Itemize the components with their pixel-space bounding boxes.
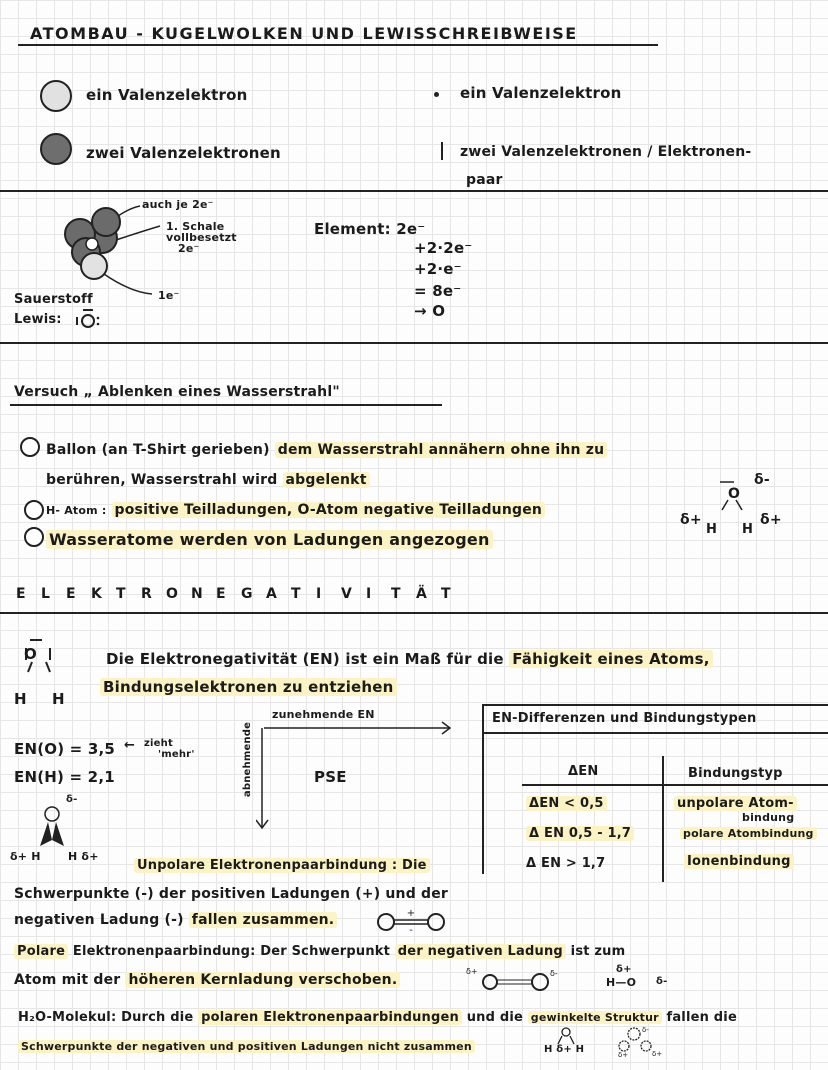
- experiment-heading: Versuch „ Ablenken eines Wasserstrahl": [14, 384, 340, 400]
- polar-bond-icon: [466, 964, 576, 994]
- single-dot-icon: [434, 92, 439, 97]
- col-header-bond: Bindungstyp: [688, 766, 783, 781]
- heading-letter: E: [66, 586, 76, 602]
- svg-text:δ+: δ+: [618, 1051, 629, 1058]
- polar-hf: H—O: [606, 976, 637, 989]
- zieht-label: zieht: [144, 738, 173, 749]
- svg-text:δ+: δ+: [466, 967, 478, 976]
- heading-letter: T: [291, 586, 301, 602]
- oxygen-shell-line2: vollbesetzt: [166, 231, 237, 244]
- bullet-circle-icon: [24, 500, 44, 520]
- pse-arrows: [256, 716, 456, 836]
- svg-text:-: -: [409, 925, 413, 934]
- polar-delta-plus: δ+: [616, 964, 632, 975]
- experiment-b1-line1: Ballon (an T-Shirt gerieben) dem Wasserstrahl annähern ohne ihn zu: [46, 442, 607, 458]
- unpolar-line2: Schwerpunkte (-) der positiven Ladungen (+) und der: [14, 886, 449, 902]
- en-section-heading: [16, 586, 466, 602]
- electron-pair-bar-icon: [441, 142, 443, 160]
- water-explanation-line2: Schwerpunkte der negativen und positiven Ladungen nicht zusammen: [18, 1040, 475, 1053]
- two-electron-sphere-icon: [40, 133, 72, 165]
- en-row-2-type: polare Atombindung: [680, 827, 817, 840]
- heading-letter: N: [191, 586, 203, 602]
- delta-minus-water: δ-: [66, 794, 78, 805]
- mol-delta-plus-right: δ+: [760, 512, 782, 528]
- oxygen-name: Sauerstoff: [14, 292, 93, 307]
- heading-letter: I: [316, 586, 322, 602]
- en-table-title: EN-Differenzen und Bindungstypen: [492, 711, 757, 726]
- oxygen-shell-line3: 2e⁻: [178, 242, 200, 255]
- delta-plus-left: δ+ H: [10, 850, 41, 863]
- en-oxygen: EN(O) = 3,5: [14, 740, 116, 758]
- calc-line2: +2·e⁻: [414, 260, 462, 278]
- oxygen-note-top: auch je 2e⁻: [142, 198, 214, 211]
- en-row-2-range: Δ EN 0,5 - 1,7: [526, 826, 634, 841]
- unpolar-line3: negativen Ladung (-) fallen zusammen.: [14, 912, 337, 928]
- heading-letter: Ä: [416, 586, 428, 602]
- heading-letter: O: [166, 586, 179, 602]
- calc-line1: +2·2e⁻: [414, 239, 473, 257]
- legend-bar-two-line1: zwei Valenzelektronen / Elektronen-: [460, 144, 752, 160]
- oxygen-one-electron: 1e⁻: [158, 289, 180, 302]
- section-divider: [0, 612, 828, 614]
- unpolar-line1: Unpolare Elektronenpaarbindung : Die: [134, 858, 430, 873]
- experiment-b3: Wasseratome werden von Ladungen angezogen: [46, 530, 493, 549]
- en-definition-line1: Die Elektronegativität (EN) ist ein Maß für die Fähigkeit eines Atoms,: [106, 650, 713, 668]
- tiny-water-icon: [552, 1024, 582, 1046]
- mol-delta-minus: δ-: [754, 472, 770, 488]
- calc-line4: → O: [414, 302, 446, 320]
- legend-two-electrons: zwei Valenzelektronen: [86, 144, 281, 162]
- mehr-label: 'mehr': [158, 749, 195, 760]
- en-row-1-type-b: bindung: [742, 811, 795, 824]
- bullet-circle-icon: [20, 437, 40, 457]
- en-row-1-range: ΔEN < 0,5: [526, 796, 607, 811]
- element-electrons: Element: 2e⁻: [314, 220, 426, 238]
- page-title: ATOMBAU - KUGELWOLKEN UND LEWISSCHREIBWEISE: [30, 24, 578, 43]
- en-row-3-type: Ionenbindung: [684, 854, 794, 869]
- decreasing-label: abnehmende: [242, 721, 254, 798]
- oxygen-lewis-symbol-icon: [74, 306, 102, 332]
- polar-line2: Atom mit der höheren Kernladung verschoben.: [14, 972, 400, 988]
- section-divider: [0, 342, 828, 344]
- mol-h2: H: [742, 522, 754, 537]
- arrow-left-icon: ←: [124, 738, 136, 753]
- delta-plus-right: H δ+: [68, 850, 99, 863]
- calc-line3: = 8e⁻: [414, 282, 462, 300]
- water-h2: H: [52, 690, 65, 708]
- experiment-underline: [10, 404, 442, 406]
- legend-one-electron: ein Valenzelektron: [86, 86, 248, 104]
- mol-delta-plus-left: δ+: [680, 512, 702, 528]
- polar-delta-minus: δ-: [656, 976, 668, 987]
- svg-text:δ-: δ-: [550, 969, 558, 978]
- en-hydrogen: EN(H) = 2,1: [14, 768, 115, 786]
- heading-letter: I: [366, 586, 372, 602]
- water-charge-diagram: [30, 794, 90, 850]
- increasing-en-label: zunehmende EN: [272, 708, 375, 721]
- mol-oxygen: O: [728, 486, 741, 502]
- en-definition-line2: Bindungselektronen zu entziehen: [100, 678, 397, 696]
- unpolar-bond-icon: [374, 906, 448, 934]
- polar-line1: Polare Elektronenpaarbindung: Der Schwerpunkt der negativen Ladung ist zum: [14, 944, 625, 959]
- water-h1: H: [14, 690, 27, 708]
- water-o: O: [24, 645, 37, 663]
- en-row-3-range: Δ EN > 1,7: [526, 856, 606, 871]
- heading-letter: T: [441, 586, 451, 602]
- tiny-water-hh: H δ+ H: [544, 1044, 585, 1055]
- section-divider: [0, 190, 828, 192]
- legend-bar-two-line2: paar: [466, 172, 503, 188]
- heading-letter: E: [16, 586, 26, 602]
- heading-letter: A: [266, 586, 278, 602]
- heading-letter: L: [41, 586, 51, 602]
- oxygen-shell-line1: 1. Schale: [166, 220, 225, 233]
- col-header-en: ΔEN: [568, 764, 599, 779]
- experiment-b1-line2: berühren, Wasserstrahl wird abgelenkt: [46, 472, 370, 488]
- water-explanation-line1: H₂O-Molekul: Durch die polaren Elektronenpaarbindungen und die gewinkelte Struktur fallen die: [18, 1010, 737, 1025]
- mol-bonds: [700, 470, 760, 530]
- pse-label: PSE: [314, 768, 347, 786]
- svg-text:+: +: [406, 908, 416, 919]
- experiment-b2: H- Atom : positive Teilladungen, O-Atom negative Teilladungen: [46, 502, 545, 518]
- heading-letter: E: [216, 586, 226, 602]
- heading-letter: T: [391, 586, 401, 602]
- title-underline: [18, 44, 658, 46]
- legend-dot-one-electron: ein Valenzelektron: [460, 84, 622, 102]
- bullet-circle-icon: [24, 527, 44, 547]
- mol-h1: H: [706, 522, 718, 537]
- heading-letter: V: [341, 586, 353, 602]
- svg-text:δ+: δ+: [652, 1050, 663, 1058]
- en-table-box: [482, 704, 828, 874]
- svg-text:δ-: δ-: [642, 1026, 649, 1034]
- oxygen-lewis-label: Lewis:: [14, 312, 62, 327]
- heading-letter: G: [241, 586, 253, 602]
- heading-letter: T: [116, 586, 126, 602]
- heading-letter: R: [141, 586, 152, 602]
- en-row-1-type: unpolare Atom-: [674, 796, 797, 811]
- tiny-water-orbital-icon: [614, 1024, 664, 1058]
- heading-letter: K: [91, 586, 103, 602]
- one-electron-sphere-icon: [40, 80, 72, 112]
